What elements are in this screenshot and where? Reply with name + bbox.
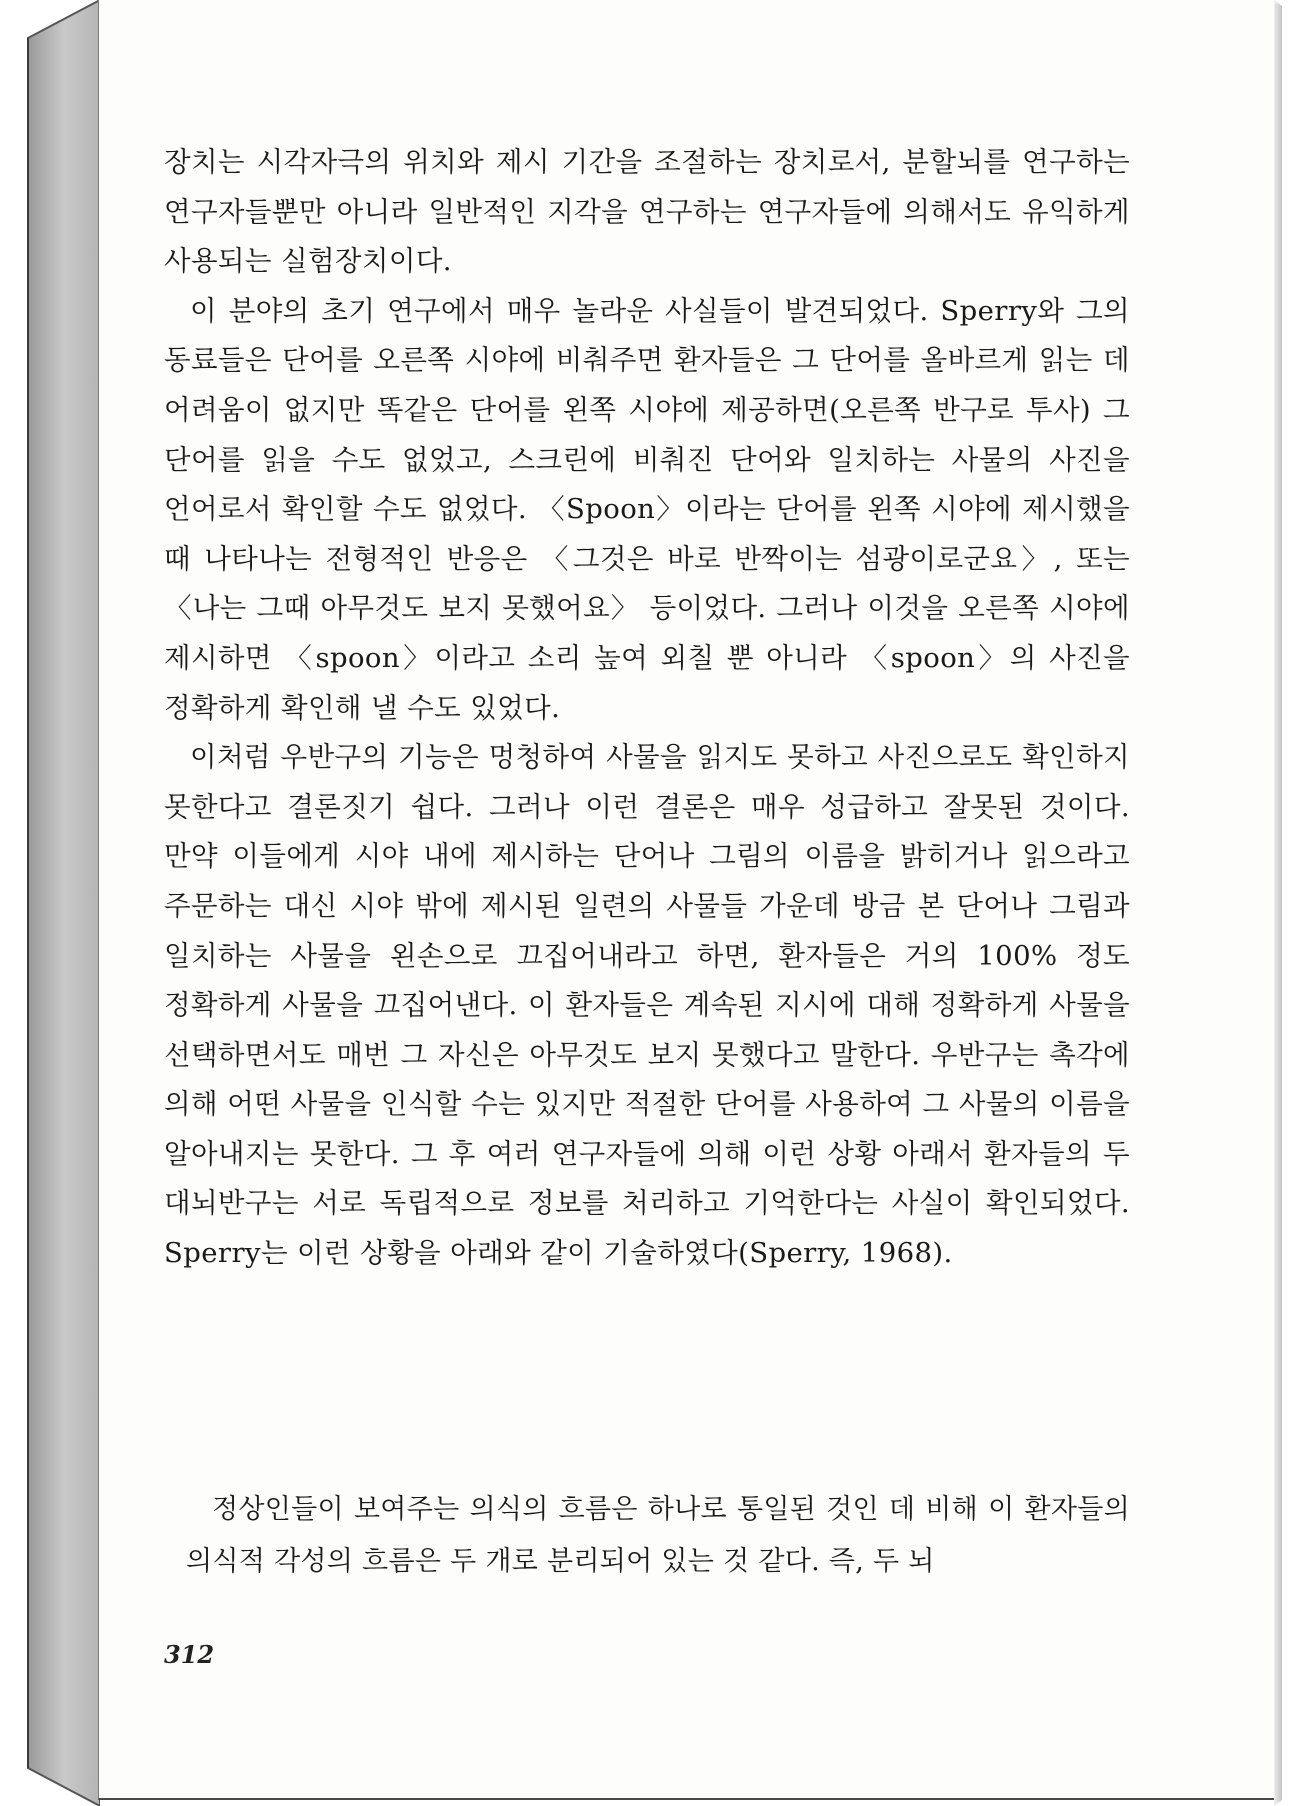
body-text: [164, 138, 1130, 1279]
paragraph-1: 장치는 시각자극의 위치와 제시 기간을 조절하는 장치로서, 분할뇌를 연구하는 연구자들뿐만 아니라 일반적인 지각을 연구하는 연구자들에 의해서도 유익하게 사용되는 실험장치이다.: [164, 146, 1130, 278]
paragraph-2: 이 분야의 초기 연구에서 매우 놀라운 사실들이 발견되었다. Sperry와 그의 동료들은 단어를 오른쪽 시야에 비춰주면 환자들은 그 단어를 올바르게 읽는 데 어려움이 없지만 똑같은 단어를 왼쪽 시야에 제공하면(오른쪽 반구로 투사) 그 단어를 읽을 수도 없었고, 스크린에 비춰진 단어와 일치하는 사물의 사진을 언어로서 확인할 수도 없었다. 〈Spoon〉이라는 단어를 왼쪽 시야에 제시했을 때 나타나는 전형적인 반응은 〈그것은 바로 반짝이는 섬광이로군요〉, 또는 〈나는 그때 아무것도 보지 못했어요〉 등이었다. 그러나 이것을 오른쪽 시야에 제시하면 〈spoon〉이라고 소리 높여 외칠 뿐 아니라 〈spoon〉의 사진을 정확하게 확인해 낼 수도 있었다.: [164, 294, 1130, 724]
book-spine: [0, 0, 100, 1806]
page-edge: [1274, 0, 1298, 1806]
paragraph-3: 이처럼 우반구의 기능은 멍청하여 사물을 읽지도 못하고 사진으로도 확인하지 못한다고 결론짓기 쉽다. 그러나 이런 결론은 매우 성급하고 잘못된 것이다. 만약 이들에게 시야 내에 제시하는 단어나 그림의 이름을 밝히거나 읽으라고 주문하는 대신 시야 밖에 제시된 일련의 사물들 가운데 방금 본 단어나 그림과 일치하는 사물을 왼손으로 끄집어내라고 하면, 환자들은 거의 100% 정도 정확하게 사물을 끄집어낸다. 이 환자들은 계속된 지시에 대해 정확하게 사물을 선택하면서도 매번 그 자신은 아무것도 보지 못했다고 말한다. 우반구는 촉각에 의해 어떤 사물을 인식할 수는 있지만 적절한 단어를 사용하여 그 사물의 이름을 알아내지는 못한다. 그 후 여러 연구자들에 의해 이런 상황 아래서 환자들의 두 대뇌반구는 서로 독립적으로 정보를 처리하고 기억한다는 사실이 확인되었다. Sperry는 이런 상황을 아래와 같이 기술하였다(Sperry, 1968).: [164, 741, 1130, 1270]
block-quote: 정상인들이 보여주는 의식의 흐름은 하나로 통일된 것인 데 비해 이 환자들의 의식적 각성의 흐름은 두 개로 분리되어 있는 것 같다. 즉, 두 뇌: [186, 1494, 1130, 1577]
page-number: 312: [164, 1640, 215, 1669]
